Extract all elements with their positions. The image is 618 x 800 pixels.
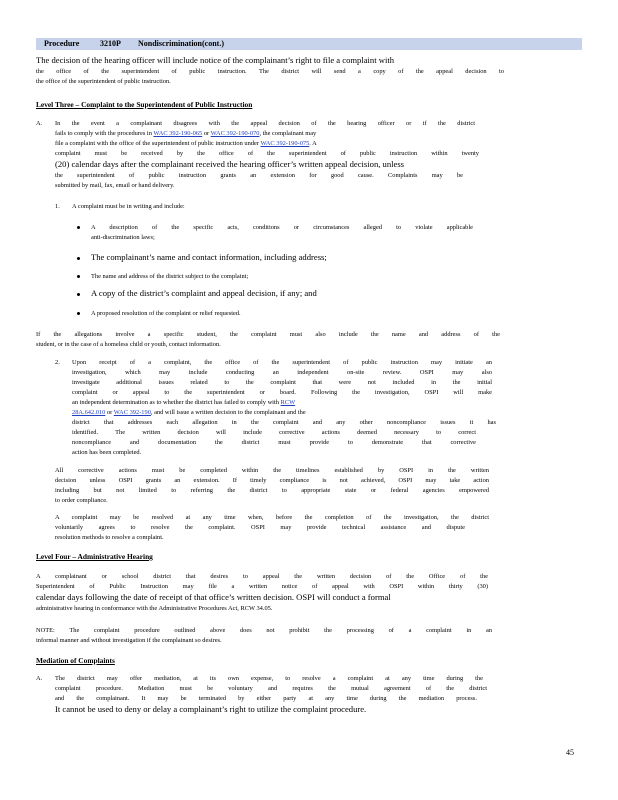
item-2-line-4: complaint or appeal to the superintendent or board. Following the investigation, OSPI will make <box>72 389 492 396</box>
mediation-line-3: and the complainant. It may be terminated by either party at any time during the mediation process. <box>55 695 477 702</box>
wac-392-190-070-link[interactable]: WAC 392-190-070 <box>210 130 260 137</box>
intro-line-3: the office of the superintendent of public instruction. <box>36 78 171 85</box>
rcw-link-part-1[interactable]: RCW <box>280 399 296 406</box>
procedure-header-bar <box>36 38 582 50</box>
bullet-3: The name and address of the district subject to the complaint; <box>91 273 249 280</box>
resolution-line-2: voluntarily agrees to resolve the complaint. OSPI may provide technical assistance and dispute <box>55 524 465 531</box>
intro-line-1: The decision of the hearing officer will include notice of the complainant’s right to file a complaint with <box>36 55 395 65</box>
mediation-a-label: A. <box>36 675 43 682</box>
level-three-a-label: A. <box>36 120 43 127</box>
wac-392-190-065-link[interactable]: WAC 392-190-065 <box>153 130 203 137</box>
corrective-line-1: All corrective actions must be completed within the timelines established by OSPI in the written <box>55 467 489 474</box>
wac-392-190-075-link[interactable]: WAC 392-190-075 <box>260 140 310 147</box>
student-line-2: student, or in the case of a homeless child or youth, contact information. <box>36 341 221 348</box>
bullet-4: A copy of the district’s complaint and appeal decision, if any; and <box>91 288 317 298</box>
level-three-a-line-2: fails to comply with the procedures in WAC 392-190-065 or WAC 392-190-070, the complainant may <box>55 130 317 137</box>
level-three-a-line-3: file a complaint with the office of the superintendent of public instruction under WAC 392-190-075. A <box>55 140 317 147</box>
level-three-a-line-7: submitted by mail, fax, email or hand delivery. <box>55 182 175 189</box>
item-2-line-2: investigation, which may include conducting an independent on-site review. OSPI may also <box>72 369 492 376</box>
level-four-line-4: administrative hearing in conformance with the Administrative Procedures Act, RCW 34.05. <box>36 605 273 612</box>
bullet-dot <box>77 226 80 229</box>
item-2-line-7: district that addresses each allegation in the complaint and any other noncompliance issues it has <box>72 419 496 426</box>
item-2-line-1: Upon receipt of a complaint, the office of the superintendent of public instruction may initiate an <box>72 359 492 366</box>
page-number: 45 <box>566 748 574 757</box>
bullet-dot <box>77 257 80 260</box>
level-three-a-line-6: the superintendent of public instruction grants an extension for good cause. Complaints may be <box>55 172 463 179</box>
item-2-line-10: action has been completed. <box>72 449 142 456</box>
level-four-line-1: A complainant or school district that desires to appeal the written decision of the Office of the <box>36 573 488 580</box>
level-four-heading: Level Four – Administrative Hearing <box>36 552 153 561</box>
item-1-label: 1. <box>55 203 60 210</box>
item-2-line-5: an independent determination as to whether the district has failed to comply with RCW <box>72 399 296 406</box>
resolution-line-1: A complaint may be resolved at any time when, before the completion of the investigation, the district <box>55 514 489 521</box>
procedure-label: Procedure <box>44 39 80 48</box>
item-2-line-9: noncompliance and documentation the district must provide to demonstrate that corrective <box>72 439 476 446</box>
rcw-28a-642-010-link[interactable]: 28A.642.010 <box>72 409 106 416</box>
mediation-line-4: It cannot be used to deny or delay a complainant’s right to utilize the complaint procedure. <box>55 704 367 714</box>
note-line-2: informal manner and without investigation if the complainant so desires. <box>36 637 222 644</box>
level-four-line-3: calendar days following the date of receipt of that office’s written decision. OSPI will conduct a formal <box>36 592 391 602</box>
level-three-a-line-1: In the event a complainant disagrees with the appeal decision of the hearing officer or if the district <box>55 120 475 127</box>
mediation-heading: Mediation of Complaints <box>36 656 115 665</box>
corrective-line-4: to order compliance. <box>55 497 108 504</box>
level-four-line-2: Superintendent of Public Instruction may file a written notice of appeal with OSPI within thirty (30) <box>36 583 488 590</box>
procedure-number: 3210P <box>100 39 121 48</box>
bullet-2: The complainant’s name and contact information, including address; <box>91 252 327 262</box>
bullet-5: A proposed resolution of the complaint or relief requested. <box>91 310 241 317</box>
procedure-title: Nondiscrimination(cont.) <box>138 39 224 48</box>
level-three-a-line-5: (20) calendar days after the complainant received the hearing officer’s written appeal decision, unless <box>55 159 405 169</box>
bullet-1: A description of the specific acts, conditions or circumstances alleged to violate applicable <box>91 224 473 231</box>
wac-392-190-link[interactable]: WAC 392-190 <box>113 409 151 416</box>
mediation-line-1: The district may offer mediation, at its own expense, to resolve a complaint at any time during the <box>55 675 483 682</box>
item-2-line-3: investigate additional issues related to the complaint that were not included in the initial <box>72 379 492 386</box>
item-1-text: A complaint must be in writing and include: <box>72 203 185 210</box>
item-2-line-8: identified. The written decision will include corrective actions deemed necessary to correct <box>72 429 476 436</box>
resolution-line-3: resolution methods to resolve a complaint. <box>55 534 164 541</box>
intro-line-2: the office of the superintendent of public instruction. The district will send a copy of the appeal decision to <box>36 68 504 75</box>
item-2-line-6: 28A.642.010 or WAC 392-190, and will issue a written decision to the complainant and the <box>72 409 306 416</box>
corrective-line-2: decision unless OSPI grants an extension. If timely compliance is not achieved, OSPI may take action <box>55 477 489 484</box>
student-line-1: If the allegations involve a specific student, the complaint must also include the name and address of the <box>36 331 500 338</box>
bullet-dot <box>77 293 80 296</box>
corrective-line-3: including but not limited to referring the district to appropriate state or federal agencies empowered <box>55 487 489 494</box>
level-three-a-line-4: complaint must be received by the office of the superintendent of public instruction within twenty <box>55 150 479 157</box>
mediation-line-2: complaint procedure. Mediation must be voluntary and requires the mutual agreement of the district <box>55 685 487 692</box>
level-three-heading: Level Three – Complaint to the Superintendent of Public Instruction <box>36 100 253 109</box>
bullet-dot <box>77 312 80 315</box>
item-2-label: 2. <box>55 359 60 366</box>
bullet-dot <box>77 275 80 278</box>
note-line-1: NOTE: The complaint procedure outlined above does not prohibit the processing of a complaint in an <box>36 627 492 634</box>
bullet-1-continued: anti-discrimination laws; <box>91 234 155 241</box>
